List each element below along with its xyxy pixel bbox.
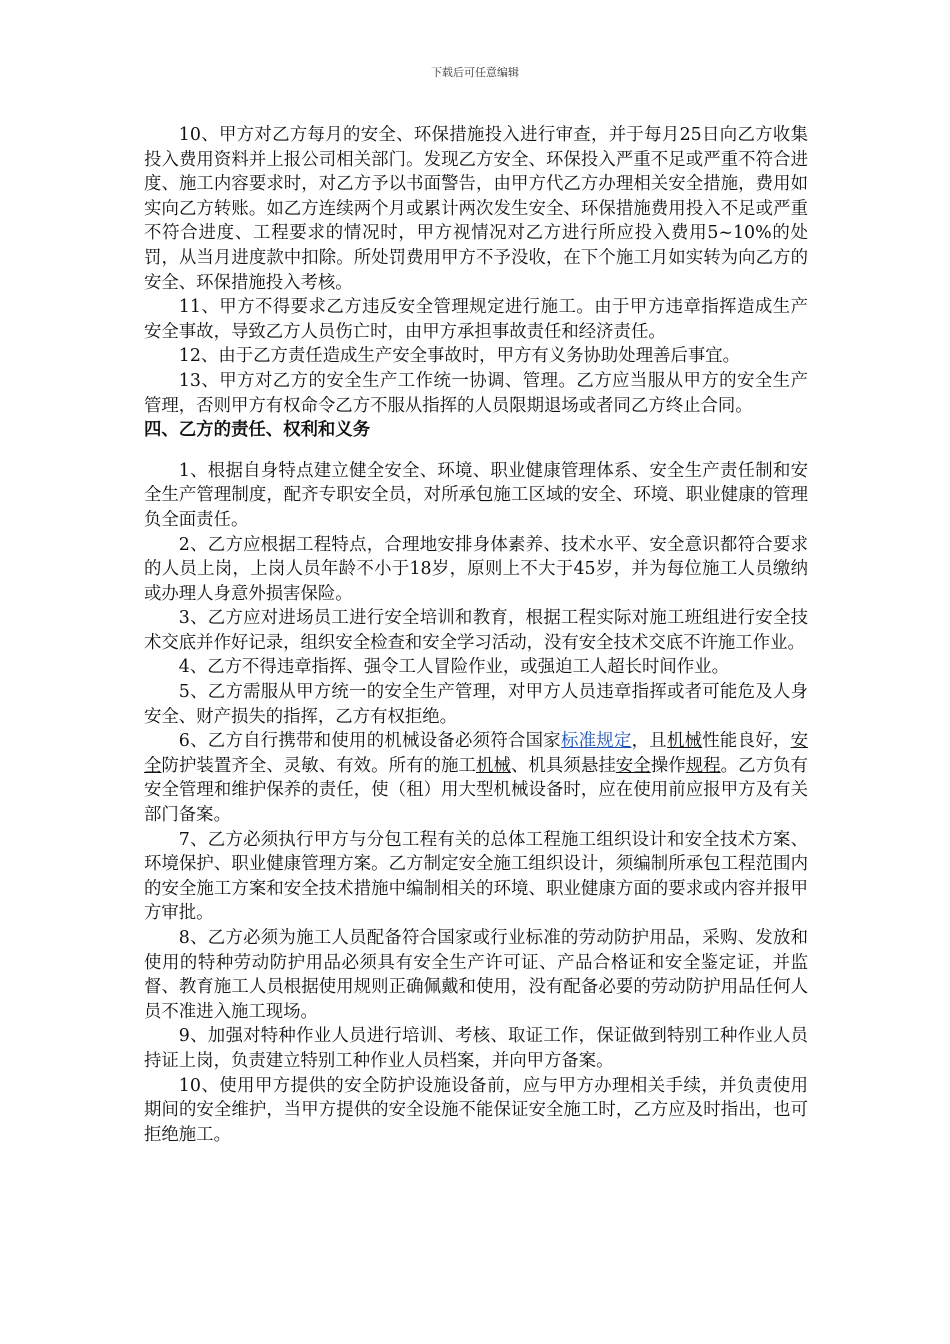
paragraph-a10: 10、甲方对乙方每月的安全、环保措施投入进行审查，并于每月25日向乙方收集投入费用资料并上报公司相关部门。发现乙方安全、环保投入严重不足或严重不符合进度、施工内容要求时，对乙方予以书面警告，由甲方代乙方办理相关安全措施，费用如实向乙方转账。如乙方连续两个月或累计两次发生安全、环保措施费用投入不足或严重不符合进度、工程要求的情况时，甲方视情况对乙方进行所应投入费用5~10%的处罚，从当月进度款中扣除。所处罚费用甲方不予没收，在下个施工月如实转为向乙方的安全、环保措施投入考核。 xyxy=(144,125,808,293)
text-run: 性能良好， xyxy=(702,731,791,752)
underlined-term: 安全 xyxy=(144,731,808,776)
underlined-term: 机械 xyxy=(666,731,703,752)
paragraph-b4: 4、乙方不得违章指挥、强令工人冒险作业，或强迫工人超长时间作业。 xyxy=(178,657,729,678)
standards-link[interactable]: 标准规定 xyxy=(560,731,632,752)
text-run: 操作 xyxy=(650,755,686,776)
page-header: 下载后可任意编辑 xyxy=(431,66,519,79)
paragraph-b5: 5、乙方需服从甲方统一的安全生产管理，对甲方人员违章指挥或者可能危及人身安全、财产损失的指挥，乙方有权拒绝。 xyxy=(144,682,808,727)
paragraph-b2: 2、乙方应根据工程特点，合理地安排身体素养、技术水平、安全意识都符合要求的人员上岗，上岗人员年龄不小于18岁，原则上不大于45岁，并为每位施工人员缴纳或办理人身意外损害保险。 xyxy=(144,534,808,604)
text-run: 6、乙方自行携带和使用的机械设备必须符合国家 xyxy=(178,731,561,752)
paragraph-a13: 13、甲方对乙方的安全生产工作统一协调、管理。乙方应当服从甲方的安全生产管理，否则甲方有权命令乙方不服从指挥的人员限期退场或者同乙方终止合同。 xyxy=(144,370,808,416)
underlined-term: 规程 xyxy=(685,755,721,776)
paragraph-a12: 12、由于乙方责任造成生产安全事故时，甲方有义务协助处理善后事宜。 xyxy=(178,346,741,367)
paragraph-b6 xyxy=(144,729,808,827)
paragraph-b8: 8、乙方必须为施工人员配备符合国家或行业标准的劳动防护用品，采购、发放和使用的特种劳动防护用品必须具有安全生产许可证、产品合格证和安全鉴定证，并监督、教育施工人员根据使用规则正确佩戴和使用，没有配备必要的劳动防护用品任何人员不准进入施工现场。 xyxy=(144,928,808,1022)
paragraph-b9: 9、加强对特种作业人员进行培训、考核、取证工作，保证做到特别工种作业人员持证上岗，负责建立特别工种作业人员档案，并向甲方备案。 xyxy=(144,1026,808,1071)
text-run: 防护装置齐全、灵敏、有效。所有的施工 xyxy=(161,755,476,776)
paragraph-b3: 3、乙方应对进场员工进行安全培训和教育，根据工程实际对施工班组进行安全技术交底并作好记录，组织安全检查和安全学习活动，没有安全技术交底不许施工作业。 xyxy=(144,608,808,653)
text-run: ，且 xyxy=(631,731,667,752)
paragraph-b7: 7、乙方必须执行甲方与分包工程有关的总体工程施工组织设计和安全技术方案、环境保护、职业健康管理方案。乙方制定安全施工组织设计，须编制所承包工程范围内的安全施工方案和安全技术措施中编制相关的环境、职业健康方面的要求或内容并报甲方审批。 xyxy=(144,829,808,924)
underlined-term: 机械 xyxy=(476,755,511,776)
paragraph-b10: 10、使用甲方提供的安全防护设施设备前，应与甲方办理相关手续，并负责使用期间的安全维护，当甲方提供的安全设施不能保证安全施工时，乙方应及时指出，也可拒绝施工。 xyxy=(144,1075,808,1145)
section-heading: 四、乙方的责任、权利和义务 xyxy=(144,420,371,441)
underlined-term: 安全 xyxy=(615,755,651,776)
paragraph-a11: 11、甲方不得要求乙方违反安全管理规定进行施工。由于甲方违章指挥造成生产安全事故，导致乙方人员伤亡时，由甲方承担事故责任和经济责任。 xyxy=(144,297,808,342)
document-body xyxy=(144,123,808,1147)
text-run: 。乙方负有安全管理和维护保养的责任，使（租）用大型机械设备时，应在使用前应报甲方及有关部门备案。 xyxy=(144,755,808,826)
paragraph-b1: 1、根据自身特点建立健全安全、环境、职业健康管理体系、安全生产责任制和安全生产管理制度，配齐专职安全员，对所承包施工区域的安全、环境、职业健康的管理负全面责任。 xyxy=(144,460,808,530)
text-run: 、机具须悬挂 xyxy=(510,755,616,776)
